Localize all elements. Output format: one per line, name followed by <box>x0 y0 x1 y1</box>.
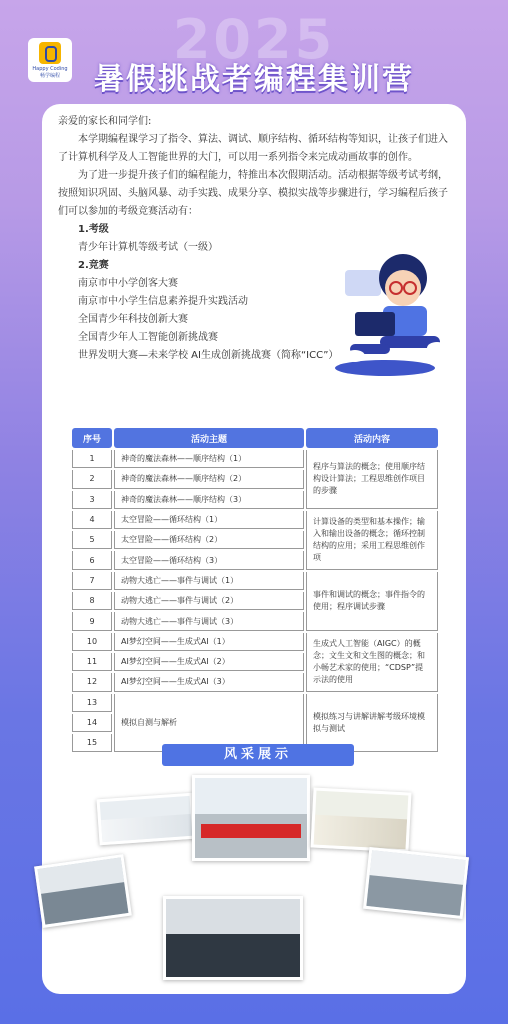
intro-paragraph-1: 本学期编程课学习了指令、算法、调试、顺序结构、循环结构等知识，让孩子们进入了计算机科学及人工智能世界的大门，可以用一系列指令来完成动画故事的创作。 <box>58 134 448 163</box>
row-topic: 动物大逃亡——事件与调试（3） <box>114 612 304 630</box>
row-number: 15 <box>72 734 112 752</box>
photo-computer-lab <box>163 896 303 980</box>
competition-item: 世界发明大赛—未来学校 AI生成创新挑战赛（简称“ICC”） <box>78 350 339 361</box>
photo-group-banner <box>192 775 310 861</box>
competition-item: 全国青少年科技创新大赛 <box>78 314 188 325</box>
row-topic: 太空冒险——循环结构（2） <box>114 531 304 549</box>
section-exam-title: 1.考级 <box>78 224 109 235</box>
row-number: 10 <box>72 633 112 651</box>
competition-item: 南京市中小学创客大赛 <box>78 278 178 289</box>
table-header-num: 序号 <box>72 428 112 448</box>
table-row <box>72 694 438 712</box>
row-topic: AI梦幻空间——生成式AI（1） <box>114 633 304 651</box>
row-content: 事件和调试的概念；事件指令的使用；程序调试步骤 <box>306 572 438 631</box>
row-topic: 神奇的魔法森林——顺序结构（1） <box>114 450 304 468</box>
row-number: 7 <box>72 572 112 590</box>
row-topic: 动物大逃亡——事件与调试（1） <box>114 572 304 590</box>
intro-paragraph-2: 为了进一步提升孩子们的编程能力，特推出本次假期活动。活动根据等级考试考纲，按照知识巩固、头脑风暴、动手实践、成果分享、模拟实战等步骤进行，学习编程后孩子们可以参加的考级竞赛活动有： <box>58 170 448 217</box>
row-topic: 模拟自测与解析 <box>114 694 304 753</box>
row-topic: 神奇的魔法森林——顺序结构（3） <box>114 491 304 509</box>
activity-schedule-table <box>70 426 440 754</box>
row-topic: 太空冒险——循环结构（1） <box>114 511 304 529</box>
row-number: 13 <box>72 694 112 712</box>
greeting: 亲爱的家长和同学们: <box>58 116 152 127</box>
section-competition-title: 2.竞赛 <box>78 260 109 271</box>
table-row <box>72 450 438 468</box>
row-number: 5 <box>72 531 112 549</box>
table-header-topic: 活动主题 <box>114 428 304 448</box>
exam-item: 青少年计算机等级考试（一级） <box>78 242 218 253</box>
row-number: 8 <box>72 592 112 610</box>
row-number: 14 <box>72 714 112 732</box>
row-topic: AI梦幻空间——生成式AI（2） <box>114 653 304 671</box>
row-number: 12 <box>72 673 112 691</box>
row-topic: 神奇的魔法森林——顺序结构（2） <box>114 470 304 488</box>
photo-classroom-2 <box>363 847 469 919</box>
table-header-content: 活动内容 <box>306 428 438 448</box>
photo-certificates-2 <box>310 787 411 852</box>
row-content: 模拟练习与讲解讲解考级环境模拟与测试 <box>306 694 438 753</box>
row-number: 11 <box>72 653 112 671</box>
row-number: 1 <box>72 450 112 468</box>
row-content: 计算设备的类型和基本操作；输入和输出设备的概念；循环控制结构的应用；采用工程思维创作项 <box>306 511 438 570</box>
row-number: 4 <box>72 511 112 529</box>
row-content: 生成式人工智能（AIGC）的概念；文生文和文生图的概念；和小畅艺术家的使用；“CDSP”提示法的使用 <box>306 633 438 692</box>
row-content: 程序与算法的概念；使用顺序结构设计算法；工程思维创作项目的步骤 <box>306 450 438 509</box>
competition-item: 全国青少年人工智能创新挑战赛 <box>78 332 218 343</box>
row-topic: 动物大逃亡——事件与调试（2） <box>114 592 304 610</box>
competition-item: 南京市中小学生信息素养提升实践活动 <box>78 296 248 307</box>
row-number: 3 <box>72 491 112 509</box>
table-row <box>72 511 438 529</box>
table-row <box>72 572 438 590</box>
row-topic: AI梦幻空间——生成式AI（3） <box>114 673 304 691</box>
photo-classroom <box>34 854 132 928</box>
logo-text-cn: 畅学编程 <box>39 72 60 79</box>
photo-certificates <box>97 793 196 846</box>
row-topic: 太空冒险——循环结构（3） <box>114 551 304 569</box>
row-number: 2 <box>72 470 112 488</box>
table-row <box>72 633 438 651</box>
logo-text-en: Happy Coding <box>32 65 68 72</box>
page-title: 暑假挑战者编程集训营 <box>94 62 414 97</box>
row-number: 6 <box>72 551 112 569</box>
background-year: 2025 <box>172 8 336 71</box>
row-number: 9 <box>72 612 112 630</box>
showcase-title: 风采展示 <box>162 744 354 766</box>
kid-with-laptop-illustration <box>325 240 455 380</box>
